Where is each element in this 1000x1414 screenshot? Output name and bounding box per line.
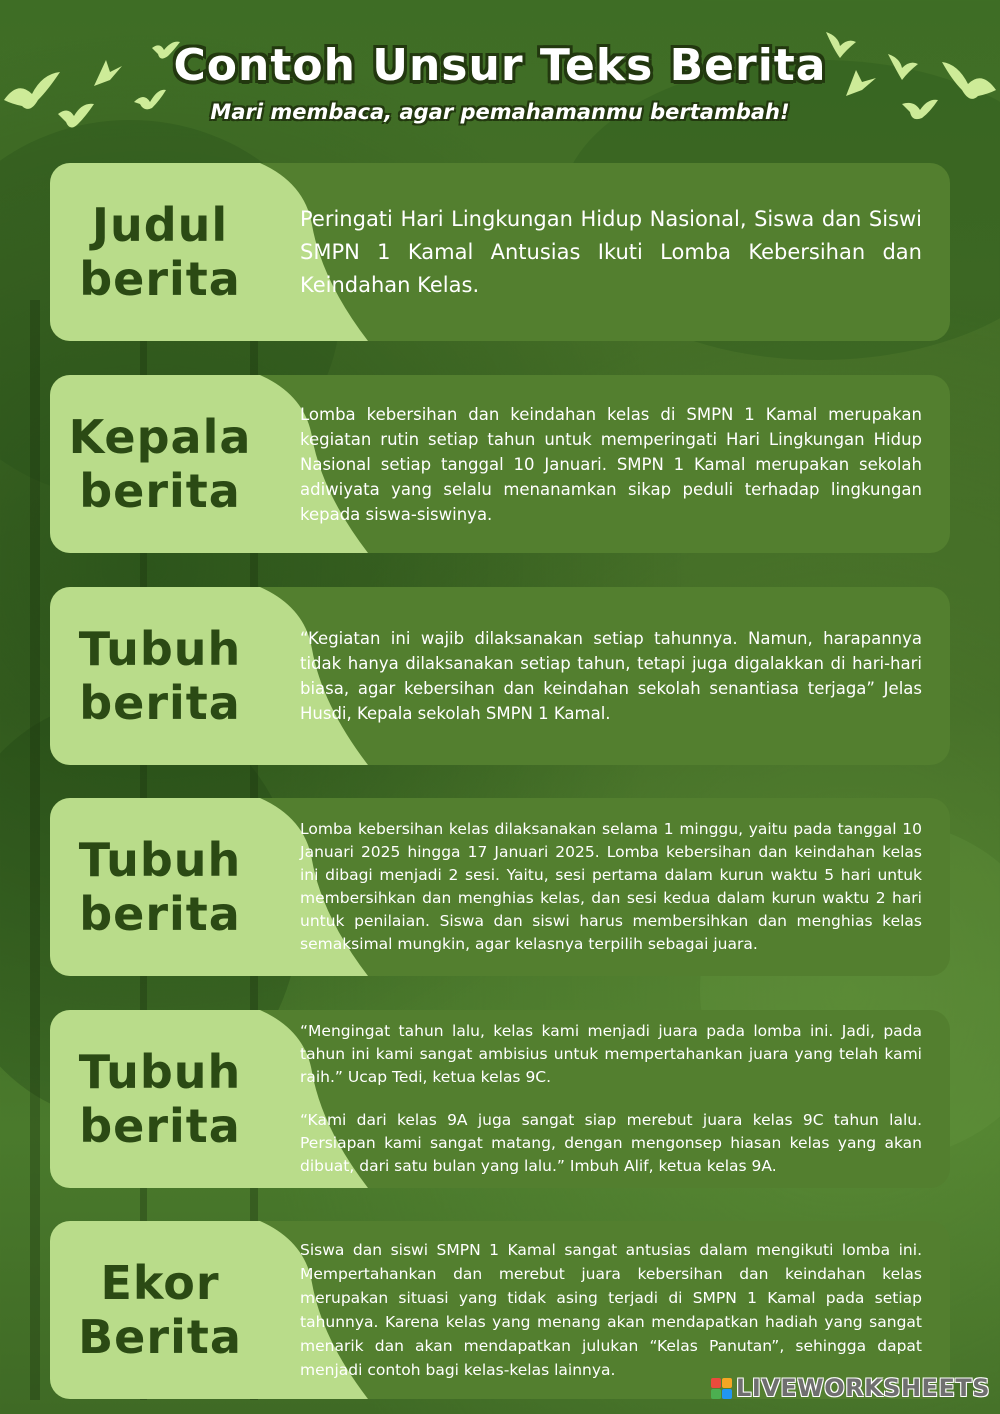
background-trunk xyxy=(30,300,40,1400)
card-label-line1: Judul xyxy=(91,198,229,252)
card-label xyxy=(50,587,270,765)
card-paragraph: “Kegiatan ini wajib dilaksanakan setiap tahunnya. Namun, harapannya tidak hanya dilaksanakan setiap tahun, tetapi juga digalakkan di hari-hari biasa, agar kebersihan dan keindahan sekolah senantiasa terjaga” Jelas Husdi, Kepala sekolah SMPN 1 Kamal. xyxy=(300,629,922,723)
card-label-line2: berita xyxy=(79,464,241,518)
liveworksheets-logo xyxy=(711,1374,990,1402)
logo-mark-cell xyxy=(711,1378,721,1388)
card-label xyxy=(50,1221,270,1399)
card-label-line2: Berita xyxy=(78,1310,242,1364)
page-title: Contoh Unsur Teks Berita xyxy=(173,40,827,91)
card-paragraph: Lomba kebersihan kelas dilaksanakan selama 1 minggu, yaitu pada tanggal 10 Januari 2025 hingga 17 Januari 2025. Lomba kebersihan dan keindahan kelas ini dibagi menjadi 2 sesi. Yaitu, sesi pertama dalam kurun waktu 5 hari untuk membersihkan dan menghias kelas, dan sesi kedua dalam kurun waktu 2 hari untuk penilaian. Siswa dan siswi harus membersihkan dan menghias kelas semaksimal mungkin, agar kelasnya terpilih sebagai juara. xyxy=(300,820,922,953)
card-body xyxy=(300,375,922,553)
card-label-line1: Ekor xyxy=(100,1256,220,1310)
news-card-tubuh-2 xyxy=(50,798,950,976)
news-card-kepala xyxy=(50,375,950,553)
news-card-tubuh-3 xyxy=(50,1010,950,1188)
logo-mark-cell xyxy=(722,1378,732,1388)
card-label-line2: berita xyxy=(79,1099,241,1153)
card-paragraph: Siswa dan siswi SMPN 1 Kamal sangat antusias dalam mengikuti lomba ini. Mempertahankan dan merebut juara kebersihan dan keindahan kelas merupakan situasi yang tidak asing terjadi di SMPN 1 Kamal pada setiap tahunnya. Karena kelas yang menang akan mendapatkan hadiah yang sangat menarik dan akan mendapatkan julukan “Kelas Panutan”, sehingga dapat menjadi contoh bagi kelas-kelas lainnya. xyxy=(300,1241,922,1379)
news-card-tubuh-1 xyxy=(50,587,950,765)
card-body xyxy=(300,1010,922,1188)
card-paragraph: Lomba kebersihan dan keindahan kelas di SMPN 1 Kamal merupakan kegiatan rutin setiap tahun untuk memperingati Hari Lingkungan Hidup Nasional setiap tanggal 10 Januari. SMPN 1 Kamal merupakan sekolah adiwiyata yang selalu menanamkan sikap peduli terhadap lingkungan kepada siswa-siswinya. xyxy=(300,404,922,524)
logo-text: LIVEWORKSHEETS xyxy=(736,1374,990,1402)
card-paragraph: “Kami dari kelas 9A juga sangat siap merebut juara kelas 9C tahun lalu. Persiapan kami sangat matang, dengan mengonsep hiasan kelas yang akan dibuat, dari satu bulan yang lalu.” Imbuh Alif, ketua kelas 9A. xyxy=(300,1111,922,1175)
news-card-ekor xyxy=(50,1221,950,1399)
logo-mark-cell xyxy=(722,1389,732,1399)
card-body xyxy=(300,163,922,341)
logo-mark-icon xyxy=(711,1378,732,1399)
card-body xyxy=(300,798,922,976)
card-label xyxy=(50,375,270,553)
card-body xyxy=(300,1221,922,1399)
news-card-judul xyxy=(50,163,950,341)
card-label-line1: Tubuh xyxy=(78,833,242,887)
card-label xyxy=(50,163,270,341)
page-subtitle: Mari membaca, agar pemahamanmu bertambah! xyxy=(210,100,790,124)
card-label xyxy=(50,1010,270,1188)
card-paragraph: Peringati Hari Lingkungan Hidup Nasional, Siswa dan Siswi SMPN 1 Kamal Antusias Ikuti Lomba Kebersihan dan Keindahan Kelas. xyxy=(300,206,922,297)
card-body xyxy=(300,587,922,765)
card-label-line1: Tubuh xyxy=(78,1045,242,1099)
card-label-line1: Tubuh xyxy=(78,622,242,676)
card-paragraph: “Mengingat tahun lalu, kelas kami menjadi juara pada lomba ini. Jadi, pada tahun ini kami sangat ambisius untuk mempertahankan juara yang telah kami raih.” Ucap Tedi, ketua kelas 9C. xyxy=(300,1022,922,1086)
card-label-line2: berita xyxy=(79,252,241,306)
card-label-line2: berita xyxy=(79,676,241,730)
logo-mark-cell xyxy=(711,1389,721,1399)
card-label-line2: berita xyxy=(79,887,241,941)
card-label-line1: Kepala xyxy=(68,410,252,464)
card-label xyxy=(50,798,270,976)
